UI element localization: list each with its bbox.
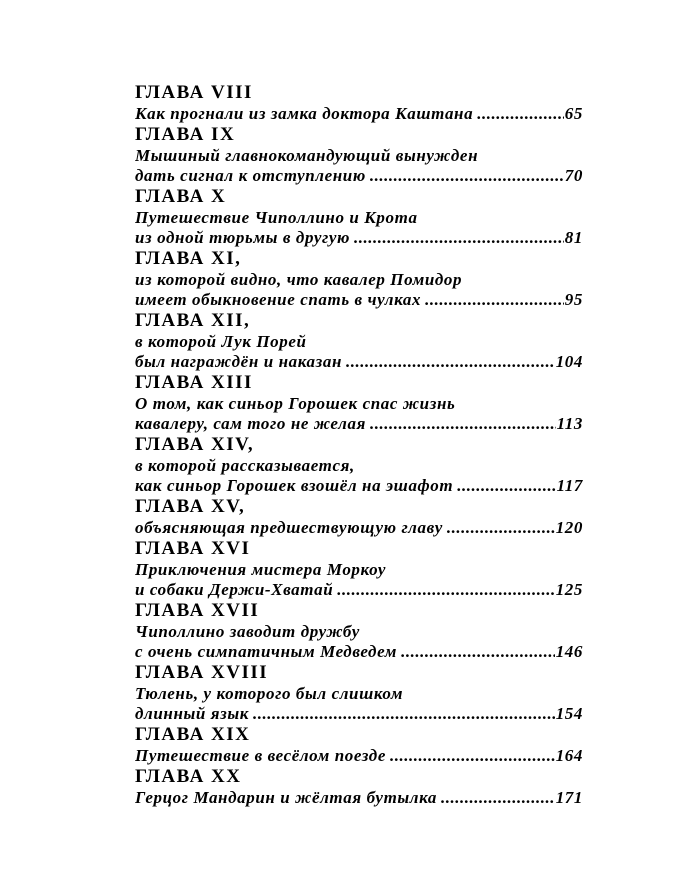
- chapter-title-text: Как прогнали из замка доктора Каштана: [135, 104, 474, 123]
- toc-entry-chapter-17: [135, 600, 583, 662]
- chapter-title-text: Мышиный главнокомандующий вынужден: [135, 146, 479, 165]
- toc-entry-chapter-14: [135, 434, 583, 496]
- dot-leader: [370, 414, 556, 434]
- chapter-title-line[interactable]: [135, 290, 583, 310]
- page-number: 146: [555, 642, 583, 661]
- chapter-title-text: с очень симпатичным Медведем: [135, 642, 398, 661]
- chapter-title-line[interactable]: [135, 166, 583, 186]
- chapter-title-text: в которой Лук Порей: [135, 332, 307, 351]
- dot-leader: [401, 642, 555, 662]
- chapter-title-line[interactable]: [135, 518, 583, 538]
- dot-leader: [477, 104, 564, 124]
- chapter-title-line[interactable]: [135, 104, 583, 124]
- dot-leader: [457, 476, 555, 496]
- chapter-title-line[interactable]: [135, 746, 583, 766]
- page-number: 154: [555, 704, 583, 723]
- toc-entry-chapter-8: [135, 82, 583, 124]
- chapter-title-text: О том, как синьор Горошек спас жизнь: [135, 394, 456, 413]
- page-number: 70: [564, 166, 583, 185]
- chapter-title-text: Герцог Мандарин и жёлтая бутылка: [135, 788, 438, 807]
- chapter-title-text: объясняющая предшествующую главу: [135, 518, 443, 537]
- chapter-title-line[interactable]: [135, 414, 583, 434]
- toc-entry-chapter-16: [135, 538, 583, 600]
- chapter-title-text: Тюлень, у которого был слишком: [135, 684, 404, 703]
- toc-entry-chapter-20: [135, 766, 583, 808]
- chapter-title-text: Путешествие Чиполлино и Крота: [135, 208, 418, 227]
- page-number: 81: [564, 228, 583, 247]
- dot-leader: [354, 228, 564, 248]
- chapter-heading: ГЛАВА XVII: [135, 600, 260, 621]
- chapter-title-text: длинный язык: [135, 704, 249, 723]
- chapter-title-text: Чиполлино заводит дружбу: [135, 622, 360, 641]
- dot-leader: [337, 580, 554, 600]
- chapter-title-text: и собаки Держи-Хватай: [135, 580, 334, 599]
- chapter-title-line[interactable]: [135, 704, 583, 724]
- chapter-title-line[interactable]: [135, 580, 583, 600]
- chapter-heading: ГЛАВА XX: [135, 766, 242, 787]
- dot-leader: [425, 290, 564, 310]
- chapter-title-line[interactable]: [135, 476, 583, 496]
- page-number: 164: [555, 746, 583, 765]
- chapter-heading: ГЛАВА VIII: [135, 82, 253, 103]
- chapter-heading: ГЛАВА XIV,: [135, 434, 255, 455]
- dot-leader: [370, 166, 564, 186]
- page-number: 95: [564, 290, 583, 309]
- chapter-heading: ГЛАВА X: [135, 186, 227, 207]
- page-number: 65: [564, 104, 583, 123]
- chapter-title-text: Приключения мистера Моркоу: [135, 560, 387, 579]
- toc-entry-chapter-11: [135, 248, 583, 310]
- table-of-contents: [135, 82, 583, 808]
- chapter-heading: ГЛАВА XV,: [135, 496, 246, 517]
- dot-leader: [390, 746, 555, 766]
- page-number: 104: [555, 352, 583, 371]
- toc-entry-chapter-12: [135, 310, 583, 372]
- chapter-title-text: дать сигнал к отступлению: [135, 166, 366, 185]
- page-number: 125: [555, 580, 583, 599]
- chapter-heading: ГЛАВА XVI: [135, 538, 251, 559]
- chapter-title-line[interactable]: [135, 352, 583, 372]
- chapter-title-text: был награждён и наказан: [135, 352, 343, 371]
- toc-entry-chapter-10: [135, 186, 583, 248]
- dot-leader: [253, 704, 555, 724]
- toc-entry-chapter-19: [135, 724, 583, 766]
- chapter-heading: ГЛАВА XI,: [135, 248, 242, 269]
- chapter-title-text: в которой рассказывается,: [135, 456, 355, 475]
- chapter-heading: ГЛАВА XVIII: [135, 662, 269, 683]
- chapter-heading: ГЛАВА XIII: [135, 372, 253, 393]
- chapter-title-text: как синьор Горошек взошёл на эшафот: [135, 476, 454, 495]
- dot-leader: [346, 352, 555, 372]
- dot-leader: [447, 518, 555, 538]
- chapter-heading: ГЛАВА IX: [135, 124, 236, 145]
- page-number: 120: [555, 518, 583, 537]
- dot-leader: [441, 788, 555, 808]
- chapter-title-text: из одной тюрьмы в другую: [135, 228, 351, 247]
- page-number: 171: [555, 788, 583, 807]
- toc-entry-chapter-13: [135, 372, 583, 434]
- chapter-heading: ГЛАВА XIX: [135, 724, 251, 745]
- chapter-title-line[interactable]: [135, 788, 583, 808]
- chapter-heading: ГЛАВА XII,: [135, 310, 251, 331]
- page-number: 117: [556, 476, 583, 495]
- chapter-title-text: из которой видно, что кавалер Помидор: [135, 270, 463, 289]
- chapter-title-text: имеет обыкновение спать в чулках: [135, 290, 422, 309]
- chapter-title-line[interactable]: [135, 642, 583, 662]
- chapter-title-text: кавалеру, сам того не желая: [135, 414, 366, 433]
- toc-entry-chapter-15: [135, 496, 583, 538]
- chapter-title-text: Путешествие в весёлом поезде: [135, 746, 386, 765]
- page-number: 113: [556, 414, 583, 433]
- toc-entry-chapter-9: [135, 124, 583, 186]
- toc-entry-chapter-18: [135, 662, 583, 724]
- chapter-title-line[interactable]: [135, 228, 583, 248]
